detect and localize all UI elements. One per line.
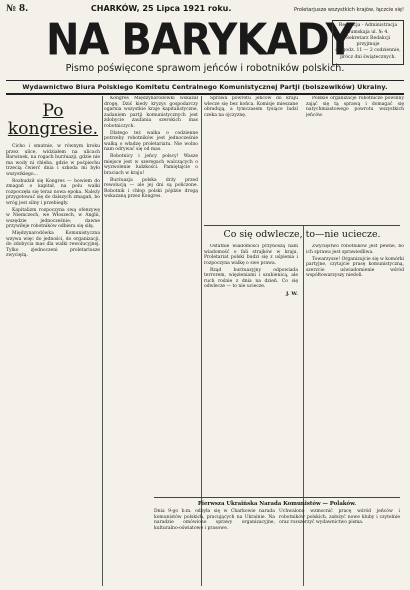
article-paragraph: Rząd burżuazyjny odpowiada terrorem, więzieniami i szubienicą, ale ruch rośnie z dnia na dzień. Co się odwlecze — to nie uciecze. — [204, 267, 298, 289]
article-narada — [154, 494, 400, 531]
article-paragraph: Towarzysze! Organizujcie się w komórki partyjne, czytajcie prasę komunistyczną, szerzcie uświadomienie wśród współtowarzyszy niedoli. — [306, 256, 404, 278]
masthead-subtitle: Pismo poświęcone sprawom jeńców i robotników polskich. — [65, 63, 345, 74]
column-divider — [303, 226, 304, 586]
top-line — [6, 4, 404, 14]
editorial-info-box — [332, 20, 404, 65]
section-rule — [204, 225, 400, 226]
article-signature: J. W. — [285, 290, 298, 297]
masthead-title: NA BARYKADY — [46, 14, 354, 66]
article-paragraph: Kapitalizm rozpoczyna swą ofenzywę w Niemczech, we Włoszech, w Anglii, wszędzie jednocześnie; dawne przywileje robotników odbiera się siłą. — [6, 207, 100, 229]
article-top-third — [204, 96, 298, 220]
article-paragraph: Robotnicy i jeńcy polscy! Wasze miejsce jest w szeregach walczących o wyzwolenie ludzkości. Pamiętajcie o braciach w kraju! — [104, 154, 198, 176]
article-odwecze-col2 — [306, 244, 404, 586]
issue-number: № 8. — [6, 4, 29, 14]
article-paragraph: Burżuazja polska drży przed rewolucją — ale jej dni są policzone. Robotnik i chłop polski pójdzie drogą wskazaną przez Kongres. — [104, 177, 198, 199]
article-kongres — [6, 96, 100, 586]
article-paragraph: Polskie organizacje robotnicze powinny zająć się tą sprawą i domagać się natychmiastowego powrotu wszystkich jeńców. — [306, 96, 404, 118]
article-paragraph: Zwycięstwo robotników jest pewne, bo ich sprawa jest sprawiedliwa. — [306, 244, 404, 255]
article-paragraph: Cicho i smutnie, w równym kroku przez ulice, widziałem na ulicach Barwinek, na rogach burżuazji, gdzie nie ma wody ni chleba, gdzie w pośpiechu trzecią ćwierć dnia i szkoda mi było wszystkiego... — [6, 144, 100, 177]
article-paragraph: Dlatego też walka o codzienne potrzeby robotników jest jednocześnie walką o władzę proletariatu. Nie wolno nam odrywać się od mas. — [104, 130, 198, 152]
article-title: Co się odwlecze, to—nie uciecze. — [223, 229, 381, 240]
article-paragraph: Ostatnie wiadomości przynoszą nam wiadomość o fali strajków w kraju. Proletariat polski budzi się z uśpienia i rozpoczyna walkę o swe prawa. — [204, 244, 298, 266]
issue-date: CHARKÓW, 25 Lipca 1921 roku. — [90, 4, 232, 13]
motto: Proletarjusze wszystkich krajów, łączcie się! — [293, 7, 404, 13]
article-top-fourth — [306, 96, 404, 220]
editorial-line: Redakcja - Administracja — [338, 23, 398, 28]
article-paragraph: Międzynarodówka Komunistyczna wzywa więc do jedności, do organizacji, do zdobycia mas dla walki rewolucyjnej. Tylko zjednoczeni proletariusze zwyciężą. — [6, 231, 100, 258]
masthead — [6, 14, 404, 81]
publisher-line: Wydawnictwo Biura Polskiego Komitetu Centralnego Komunistycznej Partji (bolszewików) Ukrainy. — [6, 81, 404, 95]
article-columns — [6, 96, 404, 586]
editorial-line: od godz. 11 — 2 codziennie, — [335, 48, 401, 54]
article-title: Po kongresie. — [7, 101, 99, 139]
article-paragraph: Dnia 9-go b.m. odbyła się w Charkowie narada komunistów polskich, pracujących na Ukrainie. Na naradzie omówiono sprawy organizacyjne, kulturalno-oświatowe i prasowe. — [154, 509, 275, 531]
article-paragraph: Uchwalono wzmocnić pracę wśród jeńców i robotników polskich, założyć nowe kluby i czytelnie oraz rozszerzyć wydawnictwo pisma. — [279, 509, 400, 525]
editorial-line: prócz dni świątecznych. — [340, 54, 396, 60]
article-odwecze — [204, 222, 400, 244]
section-rule — [154, 497, 400, 498]
article-odwecze-col1 — [204, 244, 298, 586]
editorial-line: Sekretarz Redakcji przyjmuje — [345, 36, 391, 47]
article-paragraph: Kongres Międzynarodówki wskazał drogę. Dziś kiedy kryzys gospodarczy ogarnia wszystkie kraje kapitalistyczne, zadaniem partji komunistycznych jest zdobycie zaufania szerokich mas robotniczych. — [104, 96, 198, 129]
article-title: Pierwsza Ukraińska Narada Komunistów — Polaków. — [197, 501, 357, 507]
editorial-line: Sumskaja ul. № 4. — [347, 29, 389, 35]
article-paragraph: Sprawa powrotu jeńców do kraju wlecze się bez końca. Komisje mieszane obradują, a tymczasem tysiące ludzi czeka na ojczyznę. — [204, 96, 298, 118]
article-paragraph: Rozbudził się Kongres — bowiem do zmagań o kapitał, na polu walki rozpoczęła się teraz nowa epoka. Należy przygotować się do dalszych zmagań, bo wróg jest silny i przebiegły. — [6, 178, 100, 206]
column-divider — [102, 96, 103, 586]
